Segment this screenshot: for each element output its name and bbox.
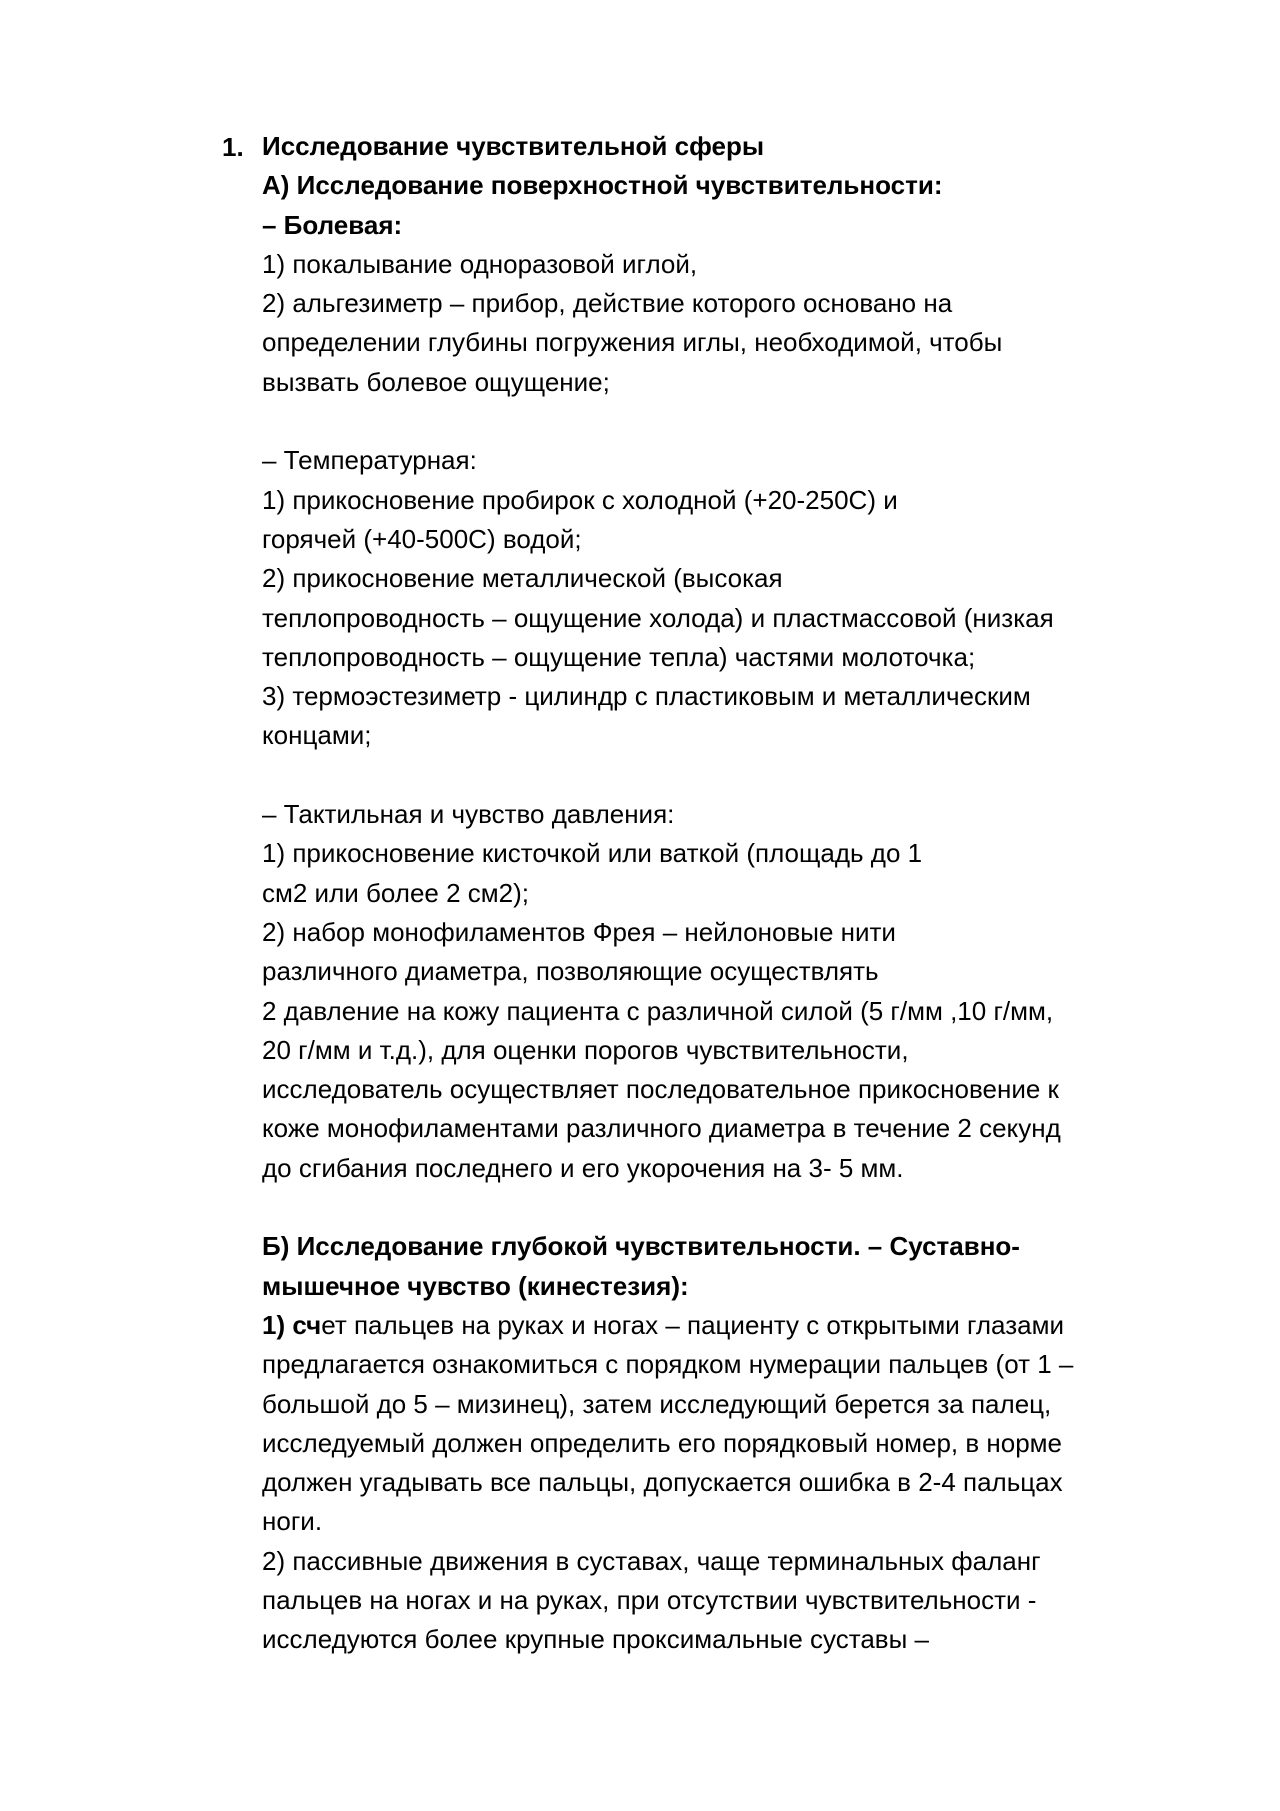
pain-line: вызвать болевое ощущение; bbox=[262, 366, 610, 397]
finger-count-line: предлагается ознакомиться с порядком нумерации пальцев (от 1 – bbox=[262, 1349, 1074, 1380]
tactile-line: 2) набор монофиламентов Фрея – нейлоновые нити bbox=[262, 916, 896, 947]
tactile-line: 2 давление на кожу пациента с различной силой (5 г/мм ,10 г/мм, bbox=[262, 995, 1054, 1026]
temperature-line: 3) термоэстезиметр - цилиндр с пластиковым и металлическим bbox=[262, 681, 1031, 712]
deep-sensitivity-heading: Б) Исследование глубокой чувствительности. – Суставно- bbox=[262, 1231, 1020, 1262]
finger-count-line: должен угадывать все пальцы, допускается ошибка в 2-4 пальцах bbox=[262, 1467, 1063, 1498]
finger-count-line: исследуемый должен определить его порядковый номер, в норме bbox=[262, 1427, 1063, 1458]
tactile-sensitivity-label: – Тактильная и чувство давления: bbox=[262, 799, 675, 830]
pain-line: 2) альгезиметр – прибор, действие которого основано на bbox=[262, 288, 953, 319]
section-number: 1. bbox=[222, 132, 244, 162]
paragraph-gap bbox=[262, 756, 1262, 795]
tactile-line: 1) прикосновение кисточкой или ваткой (площадь до 1 bbox=[262, 838, 923, 869]
pain-sensitivity-label: – Болевая: bbox=[262, 209, 403, 240]
finger-count-line: ноги. bbox=[262, 1506, 323, 1537]
surface-sensitivity-heading: А) Исследование поверхностной чувствительности: bbox=[262, 170, 943, 201]
finger-count-line: большой до 5 – мизинец), затем исследующий берется за палец, bbox=[262, 1388, 1052, 1419]
pain-line: определении глубины погружения иглы, необходимой, чтобы bbox=[262, 327, 1003, 358]
tactile-line: см2 или более 2 см2); bbox=[262, 877, 529, 908]
pain-line: 1) покалывание одноразовой иглой, bbox=[262, 248, 698, 279]
deep-sensitivity-heading: мышечное чувство (кинестезия): bbox=[262, 1270, 689, 1301]
paragraph-gap bbox=[262, 1188, 1262, 1227]
passive-movement-line: исследуются более крупные проксимальные суставы – bbox=[262, 1624, 929, 1655]
passive-movement-line: 2) пассивные движения в суставах, чаще терминальных фаланг bbox=[262, 1545, 1041, 1576]
tactile-line: 20 г/мм и т.д.), для оценки порогов чувствительности, bbox=[262, 1034, 909, 1065]
temperature-line: теплопроводность – ощущение холода) и пластмассовой (низкая bbox=[262, 602, 1054, 633]
temperature-sensitivity-label: – Температурная: bbox=[262, 445, 477, 476]
finger-count-item-lead: 1) сч bbox=[262, 1309, 322, 1340]
document-body bbox=[262, 127, 1262, 1660]
paragraph-gap bbox=[262, 402, 1262, 441]
tactile-line: коже монофиламентами различного диаметра в течение 2 секунд bbox=[262, 1113, 1061, 1144]
finger-count-item-text: ет пальцев на руках и ногах – пациенту с открытыми глазами bbox=[321, 1309, 1064, 1340]
section-title: Исследование чувствительной сферы bbox=[262, 131, 765, 161]
tactile-line: различного диаметра, позволяющие осуществлять bbox=[262, 956, 879, 987]
temperature-line: теплопроводность – ощущение тепла) частями молоточка; bbox=[262, 641, 976, 672]
tactile-line: до сгибания последнего и его укорочения на 3- 5 мм. bbox=[262, 1152, 904, 1183]
temperature-line: 2) прикосновение металлической (высокая bbox=[262, 563, 783, 594]
temperature-line: концами; bbox=[262, 720, 372, 751]
passive-movement-line: пальцев на ногах и на руках, при отсутствии чувствительности - bbox=[262, 1584, 1037, 1615]
finger-count-item bbox=[262, 1306, 1262, 1345]
temperature-line: горячей (+40-500С) водой; bbox=[262, 523, 582, 554]
tactile-line: исследователь осуществляет последовательное прикосновение к bbox=[262, 1074, 1059, 1105]
temperature-line: 1) прикосновение пробирок с холодной (+20-250С) и bbox=[262, 484, 898, 515]
